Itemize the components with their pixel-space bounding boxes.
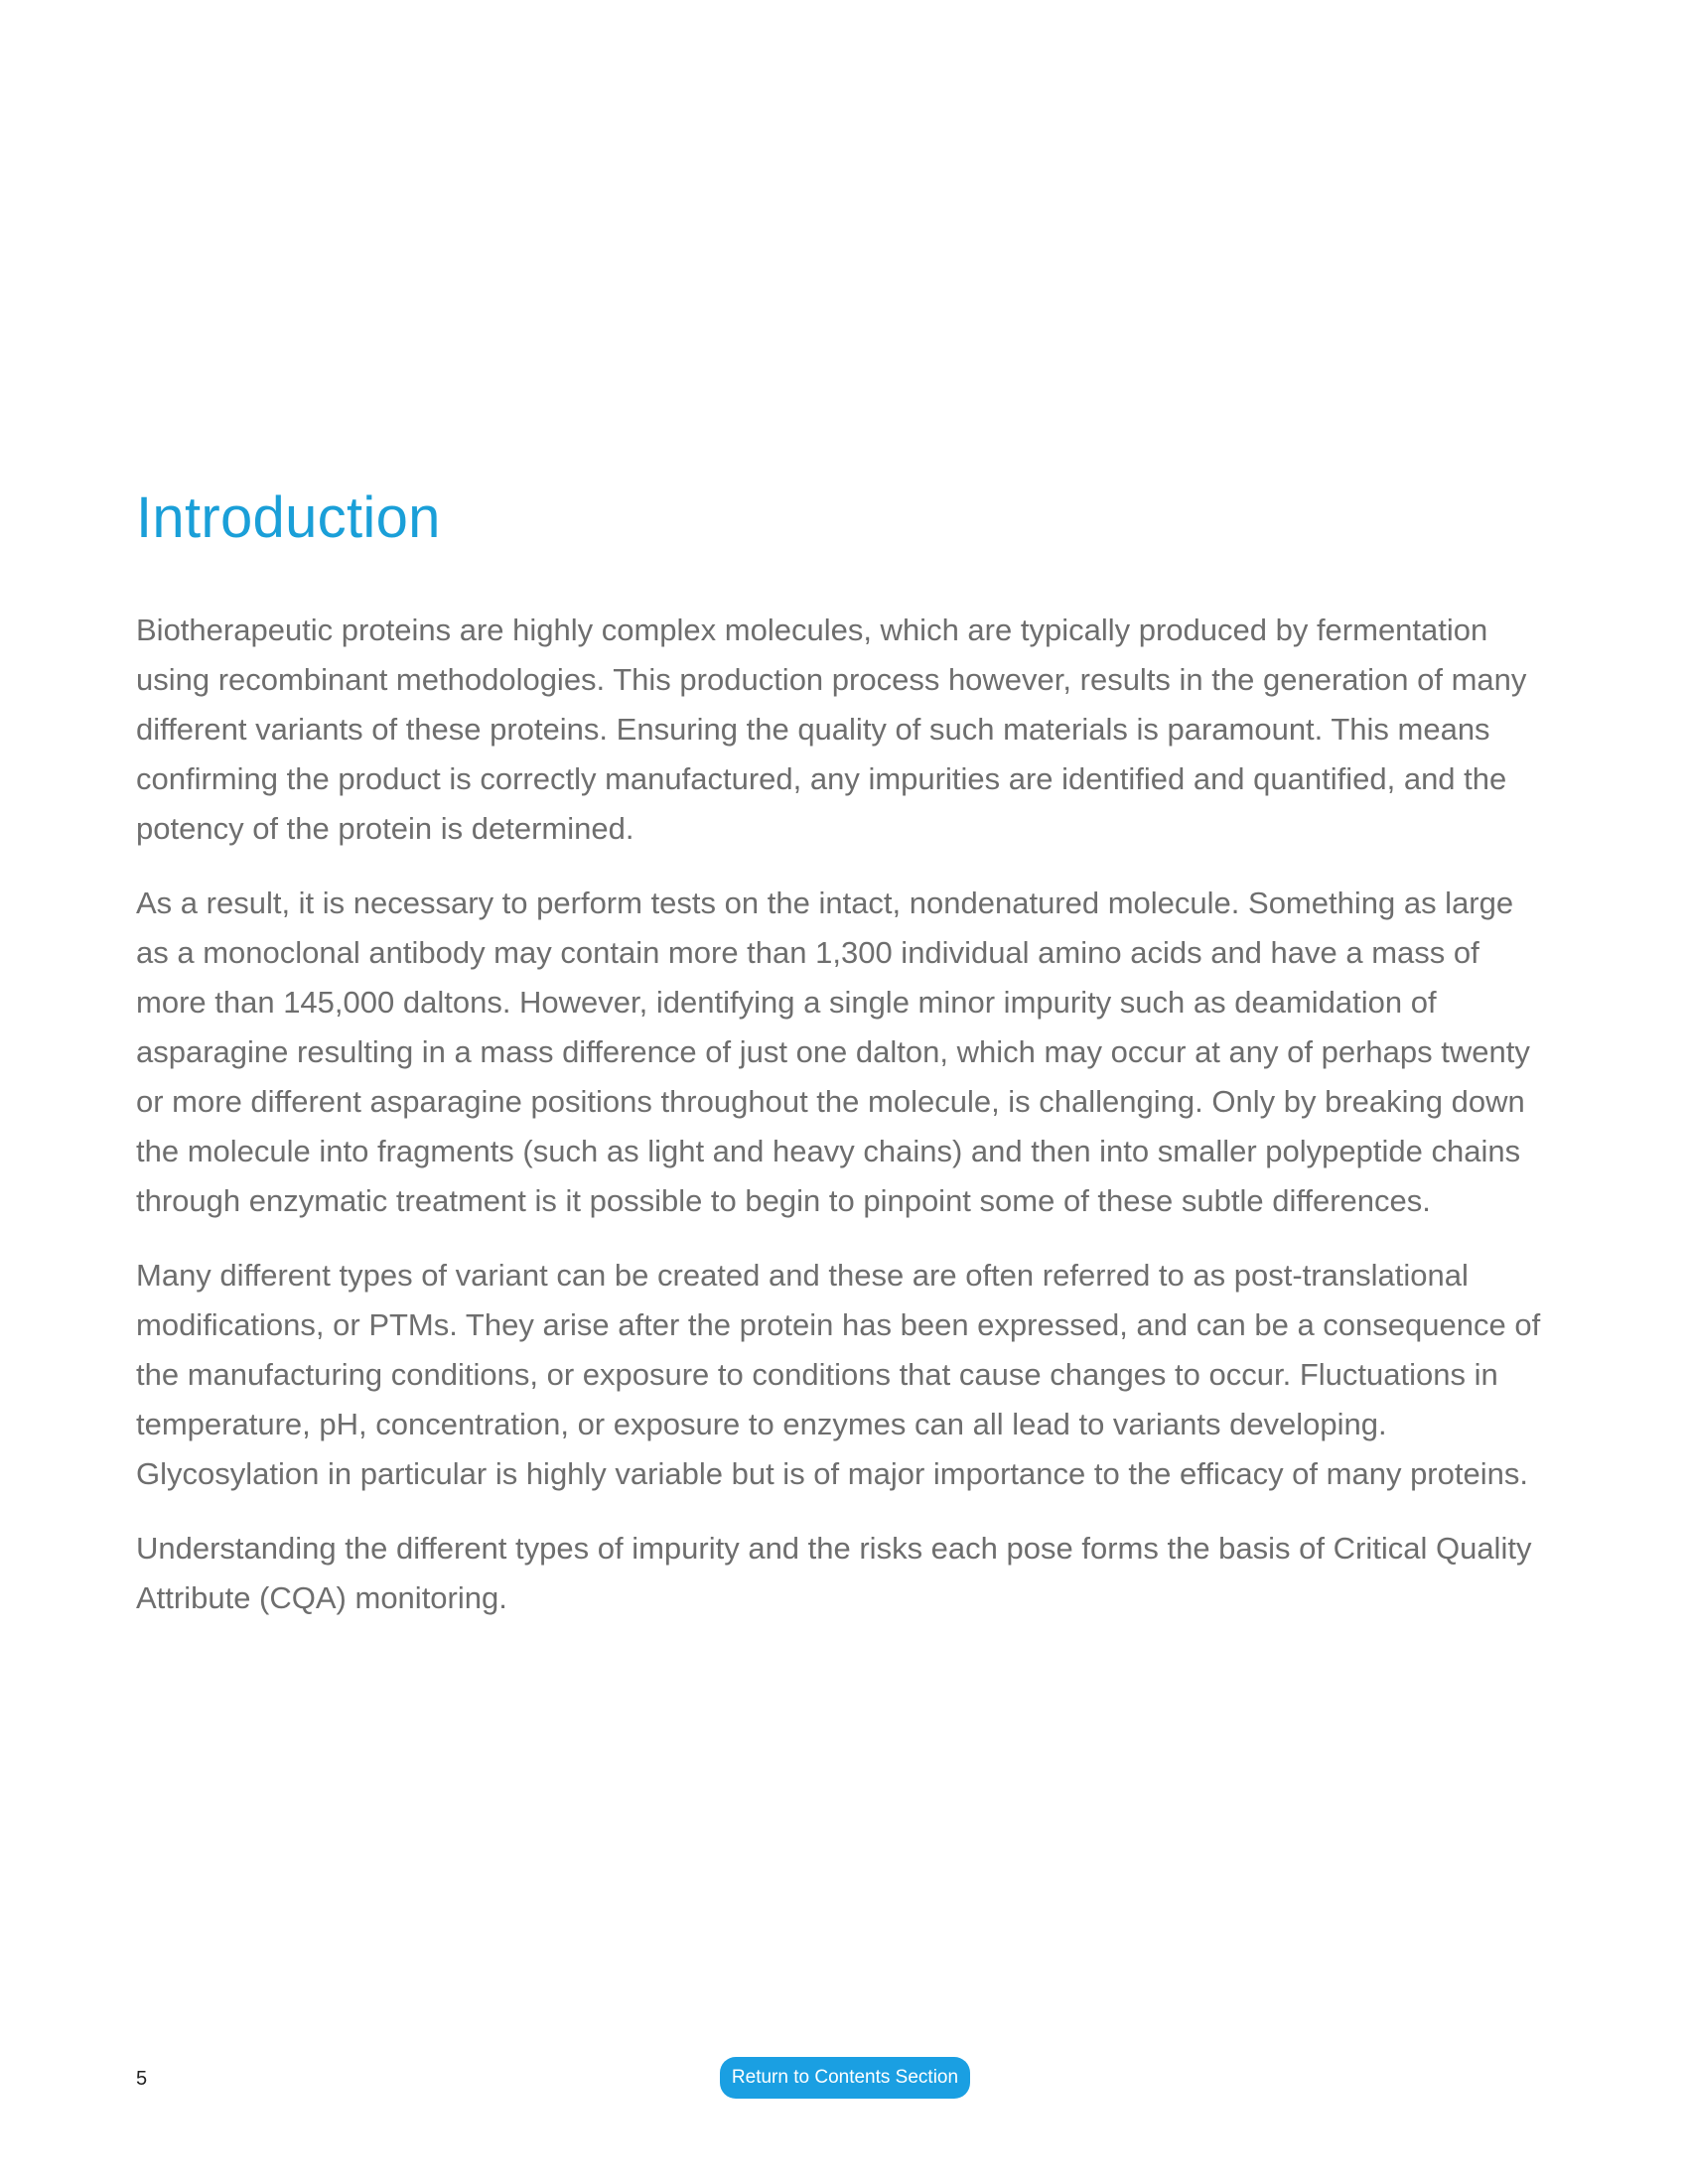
return-to-contents-button[interactable]: Return to Contents Section	[720, 2057, 970, 2099]
main-content	[136, 482, 1551, 1648]
paragraph-2: As a result, it is necessary to perform tests on the intact, nondenatured molecule. Something as large as a monoclonal antibody may contain more than 1,300 individual amino acids and have a mass of more than 145,000 daltons. However, identifying a single minor impurity such as deamidation of asparagine resulting in a mass difference of just one dalton, which may occur at any of perhaps twenty or more different asparagine positions throughout the molecule, is challenging. Only by breaking down the molecule into fragments (such as light and heavy chains) and then into smaller polypeptide chains through enzymatic treatment is it possible to begin to pinpoint some of these subtle differences.	[136, 886, 1530, 1218]
paragraph-1: Biotherapeutic proteins are highly complex molecules, which are typically produced by fermentation using recombinant methodologies. This production process however, results in the generation of many different variants of these proteins. Ensuring the quality of such materials is paramount. This means confirming the product is correctly manufactured, any impurities are identified and quantified, and the potency of the protein is determined.	[136, 613, 1527, 846]
page-title: Introduction	[136, 485, 441, 550]
page-number: 5	[136, 2068, 148, 2090]
paragraph-4: Understanding the different types of impurity and the risks each pose forms the basis of Critical Quality Attribute (CQA) monitoring.	[136, 1531, 1532, 1615]
paragraph-3: Many different types of variant can be created and these are often referred to as post-translational modifications, or PTMs. They arise after the protein has been expressed, and can be a consequence of the manufacturing conditions, or exposure to conditions that cause changes to occur. Fluctuations in temperature, pH, concentration, or exposure to enzymes can all lead to variants developing. Glycosylation in particular is highly variable but is of major importance to the efficacy of many proteins.	[136, 1258, 1541, 1491]
